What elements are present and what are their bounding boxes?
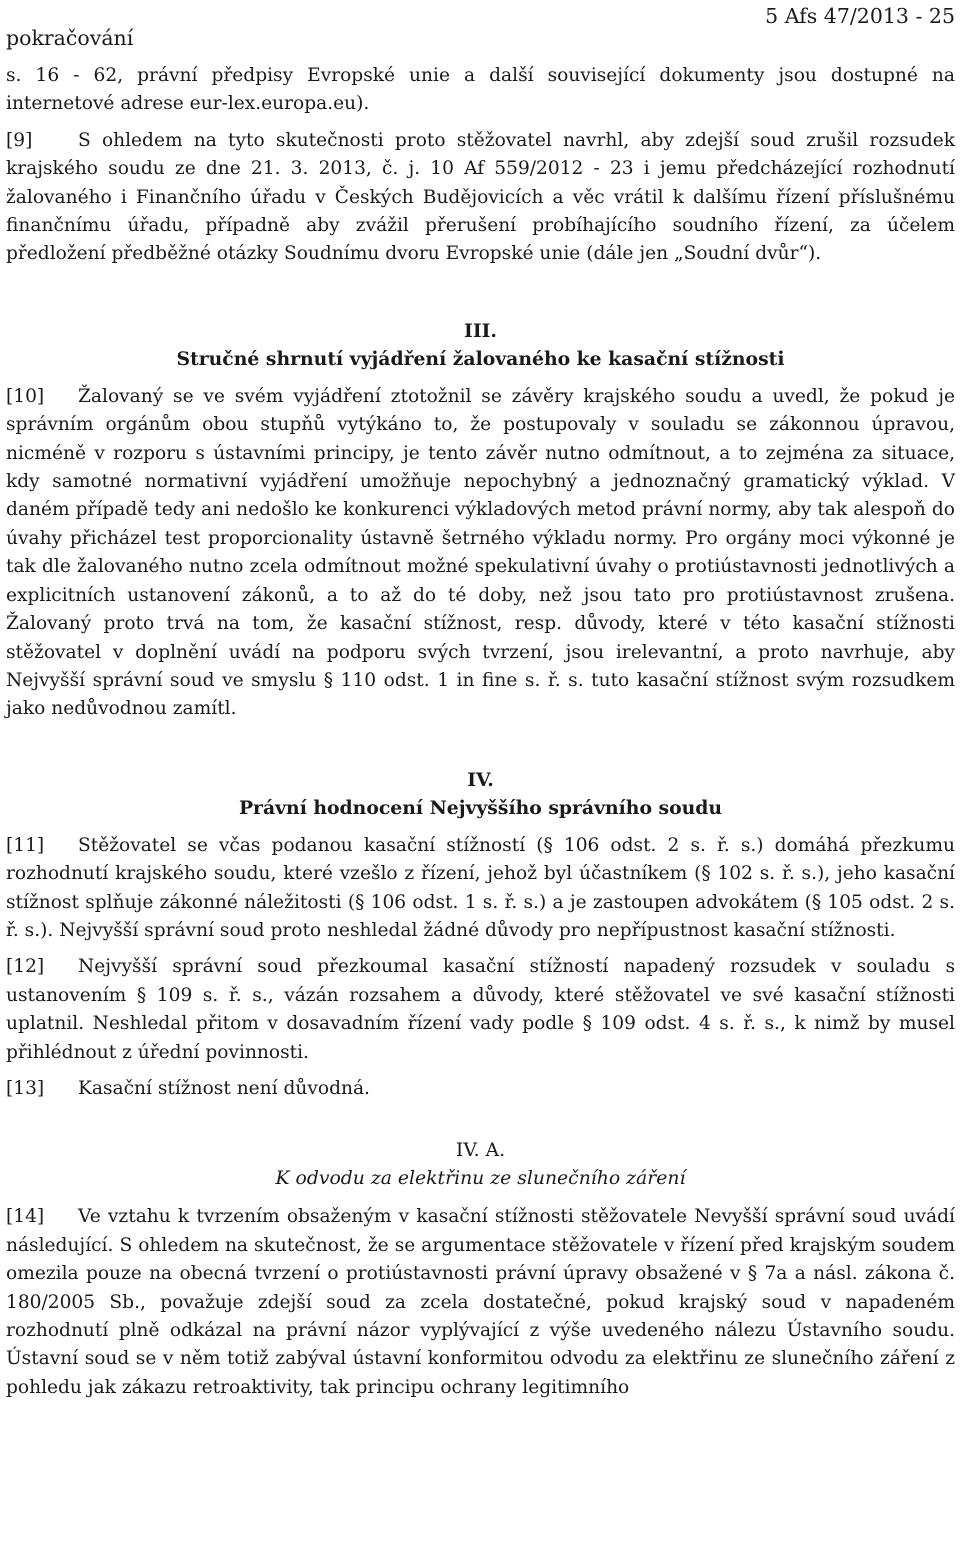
case-number: 5 Afs 47/2013 - 25 [765,4,955,28]
paragraph-text: Ve vztahu k tvrzením obsaženým v kasační stížnosti stěžovatele Nevyšší správní soud uvádí následující. S ohledem na skutečnost, že se argumentace stěžovatele v řízení před krajským soudem omezila pouze na obecná tvrzení o protiústavnosti právní úpravy obsažené v § 7a a násl. zákona č. 180/2005 Sb., považuje zdejší soud za zcela dostatečné, pokud krajský soud v napadeném rozhodnutí plně odkázal na právní názor vyplývající z výše uvedeného nálezu Ústavního soudu. Ústavní soud se v něm totiž zabýval ústavní konformitou odvodu za elektřinu ze slunečního záření z pohledu jak zákazu retroaktivity, tak principu ochrany legitimního [6,1206,955,1398]
paragraph-number: [14] [6,1206,45,1228]
header-continuation: pokračování [6,26,134,50]
paragraph-text: Kasační stížnost není důvodná. [78,1077,370,1099]
paragraph-number: [9] [6,129,33,151]
section-title: Stručné shrnutí vyjádření žalovaného ke kasační stížnosti [176,347,785,370]
paragraph-12 [6,953,955,1067]
paragraph-number: [13] [6,1077,45,1099]
paragraph-9 [6,127,955,269]
section-title: Právní hodnocení Nejvyššího správního soudu [238,796,723,819]
section-number: III. [464,319,497,342]
paragraph-13 [6,1075,955,1103]
intro-paragraph: s. 16 - 62, právní předpisy Evropské unie a další související dokumenty jsou dostupné na internetové adrese eur-lex.europa.eu). [6,65,955,115]
section-iv [6,766,955,822]
paragraph-text: Žalovaný se ve svém vyjádření ztotožnil se závěry krajského soudu a uvedl, že pokud je správním orgánům obou stupňů vytýkáno to, že postupovaly v souladu se zákonnou úpravou, nicméně v rozporu s ústavními principy, je tento závěr nutno odmítnout, a to zejména za situace, kdy samotné normativní vyjádření umožňuje nepochybný a jednoznačný gramatický výklad. V daném případě tedy ani nedošlo ke konkurenci výkladových metod právní normy, aby tak alespoň do úvahy přicházel test proporcionality ústavně šetrného výkladu normy. Pro orgány moci výkonné je tak dle žalovaného nutno zcela odmítnout možné spekulativní úvahy o protiústavnosti jednotlivých a explicitních ustanovení zákonů, a to až do té doby, než jsou tato pro protiústavnost zrušena. Žalovaný proto trvá na tom, že kasační stížnost, resp. důvody, které v této kasační stížnosti stěžovatel v doplnění uvádí na podporu svých tvrzení, jsou irelevantní, a proto navrhuje, aby Nejvyšší správní soud ve smyslu § 110 odst. 1 in fine s. ř. s. tuto kasační stížnost svým rozsudkem jako nedůvodnou zamítl. [6,385,955,720]
section-iv-a [6,1137,955,1193]
document-body [6,62,955,1402]
paragraph-text: Stěžovatel se včas podanou kasační stížností (§ 106 odst. 2 s. ř. s.) domáhá přezkumu rozhodnutí krajského soudu, které vzešlo z řízení, jehož byl účastníkem (§ 102 s. ř. s.), jeho kasační stížnost splňuje zákonné náležitosti (§ 106 odst. 1 s. ř. s.) a je zastoupen advokátem (§ 105 odst. 2 s. ř. s.). Nejvyšší správní soud proto neshledal žádné důvody pro nepřípustnost kasační stížnosti. [6,834,955,941]
document-page [6,0,955,1402]
paragraph-text: S ohledem na tyto skutečnosti proto stěžovatel navrhl, aby zdejší soud zrušil rozsudek krajského soudu ze dne 21. 3. 2013, č. j. 10 Af 559/2012 - 23 i jemu předcházející rozhodnutí žalovaného i Finančního úřadu v Českých Budějovicích a věc vrátil k dalšímu řízení příslušnému finančnímu úřadu, případně aby zvážil přerušení probíhajícího soudního řízení, za účelem předložení předběžné otázky Soudnímu dvoru Evropské unie (dále jen „Soudní dvůr“). [6,129,955,265]
paragraph-number: [11] [6,834,45,856]
paragraph-text: Nejvyšší správní soud přezkoumal kasační stížností napadený rozsudek v souladu s ustanovením § 109 s. ř. s., vázán rozsahem a důvody, které stěžovatel ve své kasační stížnosti uplatnil. Neshledal přitom v dosavadním řízení vady podle § 109 odst. 4 s. ř. s., k nimž by musel přihlédnout z úřední povinnosti. [6,956,955,1063]
page-header [6,0,955,62]
section-title: K odvodu za elektřinu ze slunečního záření [275,1168,686,1190]
paragraph-14 [6,1203,955,1402]
paragraph-number: [12] [6,956,45,978]
paragraph-number: [10] [6,385,45,407]
section-number: IV. [467,768,494,791]
paragraph-10 [6,383,955,724]
section-number: IV. A. [455,1140,506,1162]
section-iii [6,317,955,373]
paragraph-11 [6,832,955,946]
